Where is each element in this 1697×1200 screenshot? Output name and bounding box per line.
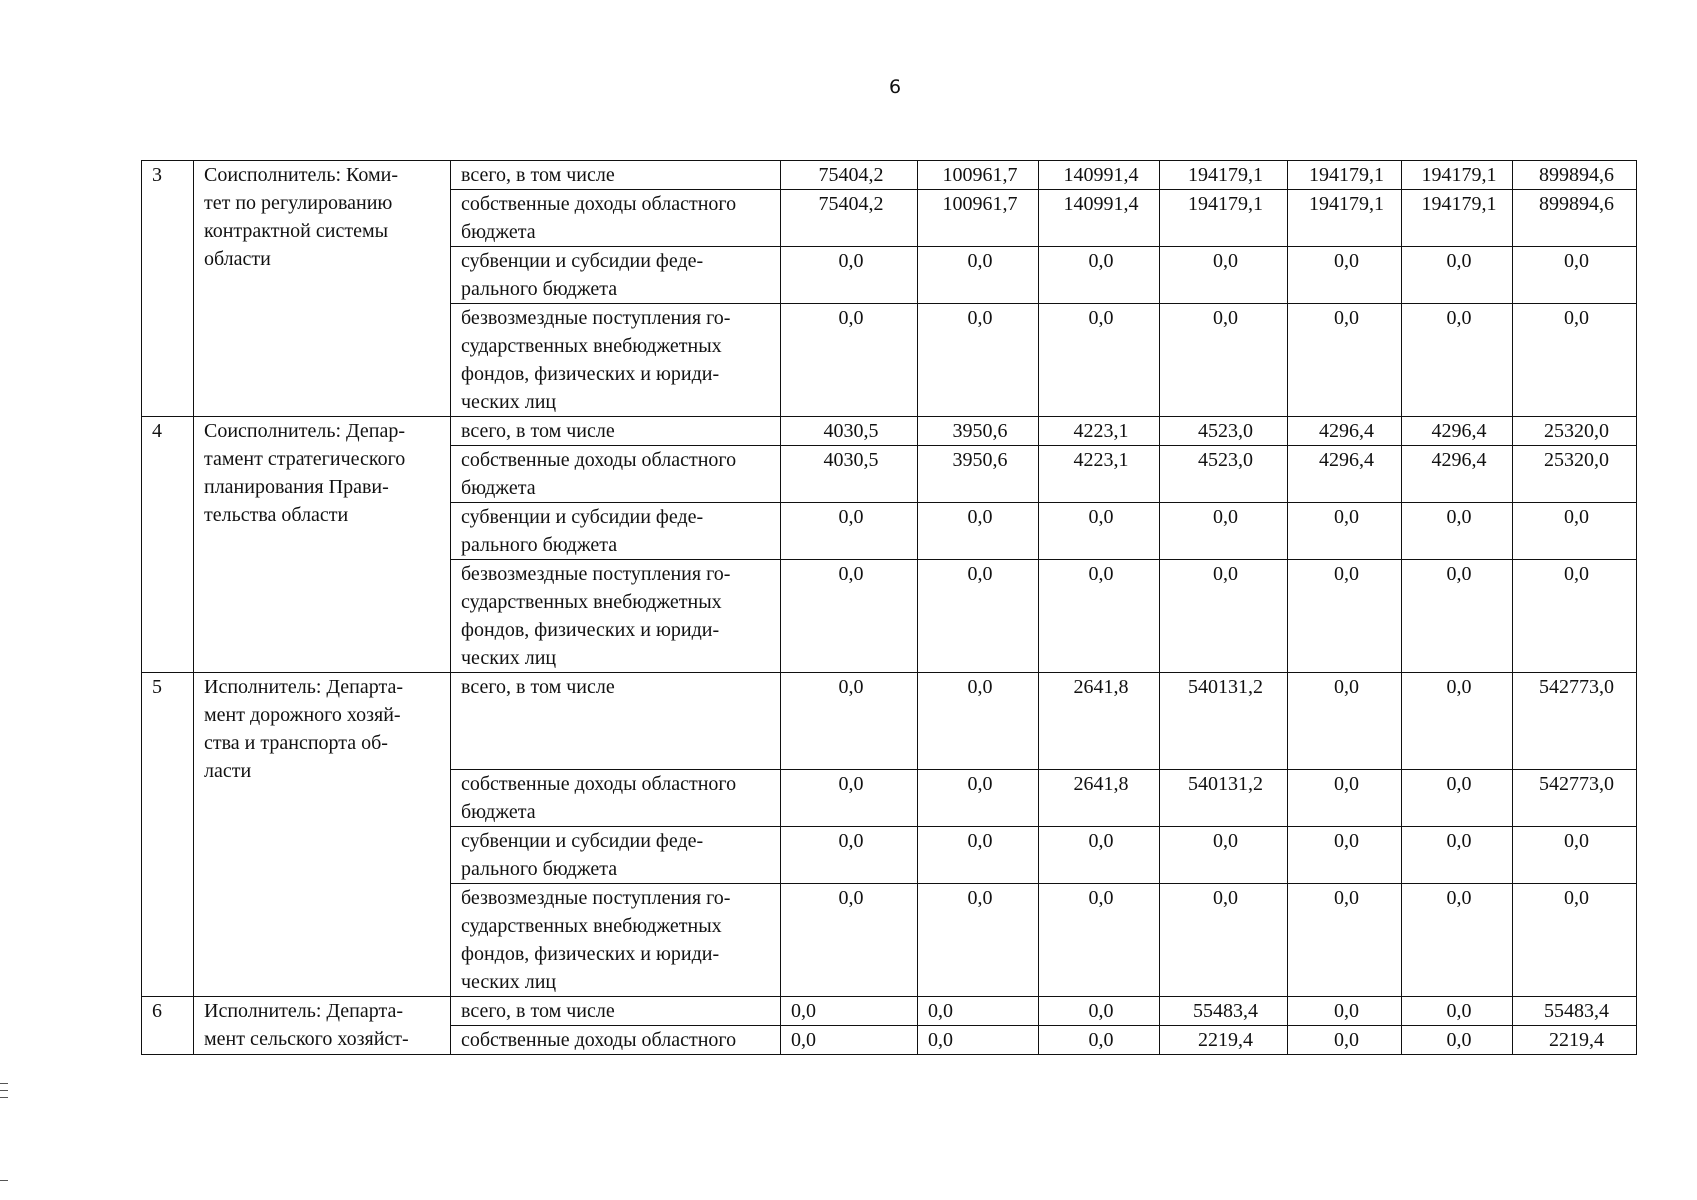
amount-cell: 0,0 [1288, 827, 1402, 884]
amount-cell: 0,0 [781, 673, 918, 770]
row-number-cell: 6 [142, 997, 194, 1055]
table-row [142, 997, 1637, 1026]
amount-cell: 0,0 [1039, 884, 1160, 997]
amount-cell: 0,0 [1402, 673, 1513, 770]
row-number-cell: 5 [142, 673, 194, 997]
amount-cell: 540131,2 [1160, 673, 1288, 770]
amount-cell: 2219,4 [1160, 1026, 1288, 1055]
amount-cell: 0,0 [781, 304, 918, 417]
amount-cell: 0,0 [1402, 827, 1513, 884]
amount-cell: 75404,2 [781, 161, 918, 190]
amount-cell: 4223,1 [1039, 417, 1160, 446]
amount-cell: 140991,4 [1039, 161, 1160, 190]
amount-cell: 0,0 [1160, 884, 1288, 997]
amount-cell: 4296,4 [1402, 446, 1513, 503]
amount-cell: 0,0 [1160, 304, 1288, 417]
table-row [142, 417, 1637, 446]
amount-cell: 0,0 [1402, 1026, 1513, 1055]
budget-table [141, 160, 1637, 1055]
amount-cell: 0,0 [1039, 997, 1160, 1026]
amount-cell: 4296,4 [1288, 417, 1402, 446]
amount-cell: 0,0 [1288, 770, 1402, 827]
funding-source-cell: всего, в том числе [451, 417, 781, 446]
table-row [142, 161, 1637, 190]
row-number-cell: 3 [142, 161, 194, 417]
amount-cell: 0,0 [1402, 884, 1513, 997]
amount-cell: 0,0 [1039, 247, 1160, 304]
amount-cell: 194179,1 [1288, 161, 1402, 190]
scan-edge-mark [0, 1180, 8, 1181]
funding-source-cell: субвенции и субсидии феде- рального бюджета [451, 247, 781, 304]
amount-cell: 4296,4 [1402, 417, 1513, 446]
funding-source-cell: безвозмездные поступления го- сударственных внебюджетных фондов, физических и юриди- ческих лиц [451, 884, 781, 997]
amount-cell: 0,0 [1513, 827, 1637, 884]
amount-cell: 0,0 [1402, 503, 1513, 560]
amount-cell: 0,0 [918, 304, 1039, 417]
amount-cell: 194179,1 [1288, 190, 1402, 247]
amount-cell: 0,0 [1402, 304, 1513, 417]
amount-cell: 0,0 [781, 503, 918, 560]
amount-cell: 0,0 [1160, 247, 1288, 304]
amount-cell: 25320,0 [1513, 417, 1637, 446]
amount-cell: 194179,1 [1160, 190, 1288, 247]
amount-cell: 3950,6 [918, 417, 1039, 446]
amount-cell: 0,0 [1402, 997, 1513, 1026]
amount-cell: 899894,6 [1513, 190, 1637, 247]
scan-edge-mark [0, 1083, 8, 1084]
funding-source-cell: всего, в том числе [451, 997, 781, 1026]
amount-cell: 0,0 [1160, 560, 1288, 673]
amount-cell: 0,0 [918, 884, 1039, 997]
executor-cell: Исполнитель: Департа- мент сельского хозяйст- [194, 997, 451, 1055]
amount-cell: 899894,6 [1513, 161, 1637, 190]
amount-cell: 2641,8 [1039, 770, 1160, 827]
amount-cell: 0,0 [1160, 827, 1288, 884]
amount-cell: 0,0 [1402, 560, 1513, 673]
funding-source-cell: безвозмездные поступления го- сударственных внебюджетных фондов, физических и юриди- ческих лиц [451, 560, 781, 673]
amount-cell: 0,0 [781, 997, 918, 1026]
funding-source-cell: собственные доходы областного [451, 1026, 781, 1055]
budget-table-body [142, 161, 1637, 1055]
amount-cell: 100961,7 [918, 190, 1039, 247]
amount-cell: 0,0 [1288, 1026, 1402, 1055]
amount-cell: 0,0 [781, 770, 918, 827]
funding-source-cell: субвенции и субсидии феде- рального бюджета [451, 503, 781, 560]
scan-edge-mark [0, 1090, 8, 1091]
amount-cell: 542773,0 [1513, 673, 1637, 770]
amount-cell: 2641,8 [1039, 673, 1160, 770]
amount-cell: 0,0 [1288, 884, 1402, 997]
amount-cell: 4223,1 [1039, 446, 1160, 503]
amount-cell: 542773,0 [1513, 770, 1637, 827]
amount-cell: 0,0 [918, 247, 1039, 304]
table-row [142, 673, 1637, 770]
executor-cell: Соисполнитель: Коми- тет по регулированию контрактной системы области [194, 161, 451, 417]
amount-cell: 0,0 [781, 1026, 918, 1055]
funding-source-cell: собственные доходы областного бюджета [451, 190, 781, 247]
amount-cell: 4030,5 [781, 417, 918, 446]
amount-cell: 0,0 [918, 997, 1039, 1026]
amount-cell: 0,0 [918, 673, 1039, 770]
amount-cell: 0,0 [1402, 247, 1513, 304]
amount-cell: 0,0 [1513, 247, 1637, 304]
amount-cell: 0,0 [781, 560, 918, 673]
amount-cell: 4030,5 [781, 446, 918, 503]
amount-cell: 0,0 [1513, 560, 1637, 673]
amount-cell: 0,0 [1039, 560, 1160, 673]
amount-cell: 0,0 [918, 560, 1039, 673]
amount-cell: 0,0 [1039, 827, 1160, 884]
row-number-cell: 4 [142, 417, 194, 673]
amount-cell: 3950,6 [918, 446, 1039, 503]
funding-source-cell: безвозмездные поступления го- сударственных внебюджетных фондов, физических и юриди- ческих лиц [451, 304, 781, 417]
amount-cell: 4296,4 [1288, 446, 1402, 503]
amount-cell: 100961,7 [918, 161, 1039, 190]
amount-cell: 4523,0 [1160, 446, 1288, 503]
funding-source-cell: собственные доходы областного бюджета [451, 446, 781, 503]
amount-cell: 75404,2 [781, 190, 918, 247]
amount-cell: 0,0 [1513, 503, 1637, 560]
amount-cell: 0,0 [1288, 304, 1402, 417]
amount-cell: 0,0 [781, 884, 918, 997]
amount-cell: 0,0 [1288, 247, 1402, 304]
amount-cell: 194179,1 [1402, 190, 1513, 247]
funding-source-cell: всего, в том числе [451, 673, 781, 770]
amount-cell: 2219,4 [1513, 1026, 1637, 1055]
amount-cell: 4523,0 [1160, 417, 1288, 446]
scan-edge-mark [0, 1097, 8, 1098]
amount-cell: 0,0 [918, 827, 1039, 884]
amount-cell: 540131,2 [1160, 770, 1288, 827]
amount-cell: 0,0 [1160, 503, 1288, 560]
amount-cell: 0,0 [918, 503, 1039, 560]
amount-cell: 0,0 [918, 1026, 1039, 1055]
amount-cell: 25320,0 [1513, 446, 1637, 503]
amount-cell: 0,0 [1513, 304, 1637, 417]
funding-source-cell: собственные доходы областного бюджета [451, 770, 781, 827]
amount-cell: 0,0 [781, 247, 918, 304]
amount-cell: 0,0 [1288, 560, 1402, 673]
amount-cell: 55483,4 [1160, 997, 1288, 1026]
executor-cell: Исполнитель: Департа- мент дорожного хозяй- ства и транспорта об- ласти [194, 673, 451, 997]
funding-source-cell: всего, в том числе [451, 161, 781, 190]
amount-cell: 0,0 [1039, 304, 1160, 417]
amount-cell: 0,0 [918, 770, 1039, 827]
amount-cell: 55483,4 [1513, 997, 1637, 1026]
amount-cell: 0,0 [1402, 770, 1513, 827]
amount-cell: 0,0 [1288, 503, 1402, 560]
executor-cell: Соисполнитель: Депар- тамент стратегического планирования Прави- тельства области [194, 417, 451, 673]
amount-cell: 0,0 [1288, 997, 1402, 1026]
amount-cell: 140991,4 [1039, 190, 1160, 247]
amount-cell: 194179,1 [1160, 161, 1288, 190]
amount-cell: 0,0 [1513, 884, 1637, 997]
amount-cell: 0,0 [1288, 673, 1402, 770]
funding-source-cell: субвенции и субсидии феде- рального бюджета [451, 827, 781, 884]
amount-cell: 0,0 [781, 827, 918, 884]
amount-cell: 0,0 [1039, 1026, 1160, 1055]
amount-cell: 0,0 [1039, 503, 1160, 560]
amount-cell: 194179,1 [1402, 161, 1513, 190]
page-number: 6 [888, 76, 902, 98]
